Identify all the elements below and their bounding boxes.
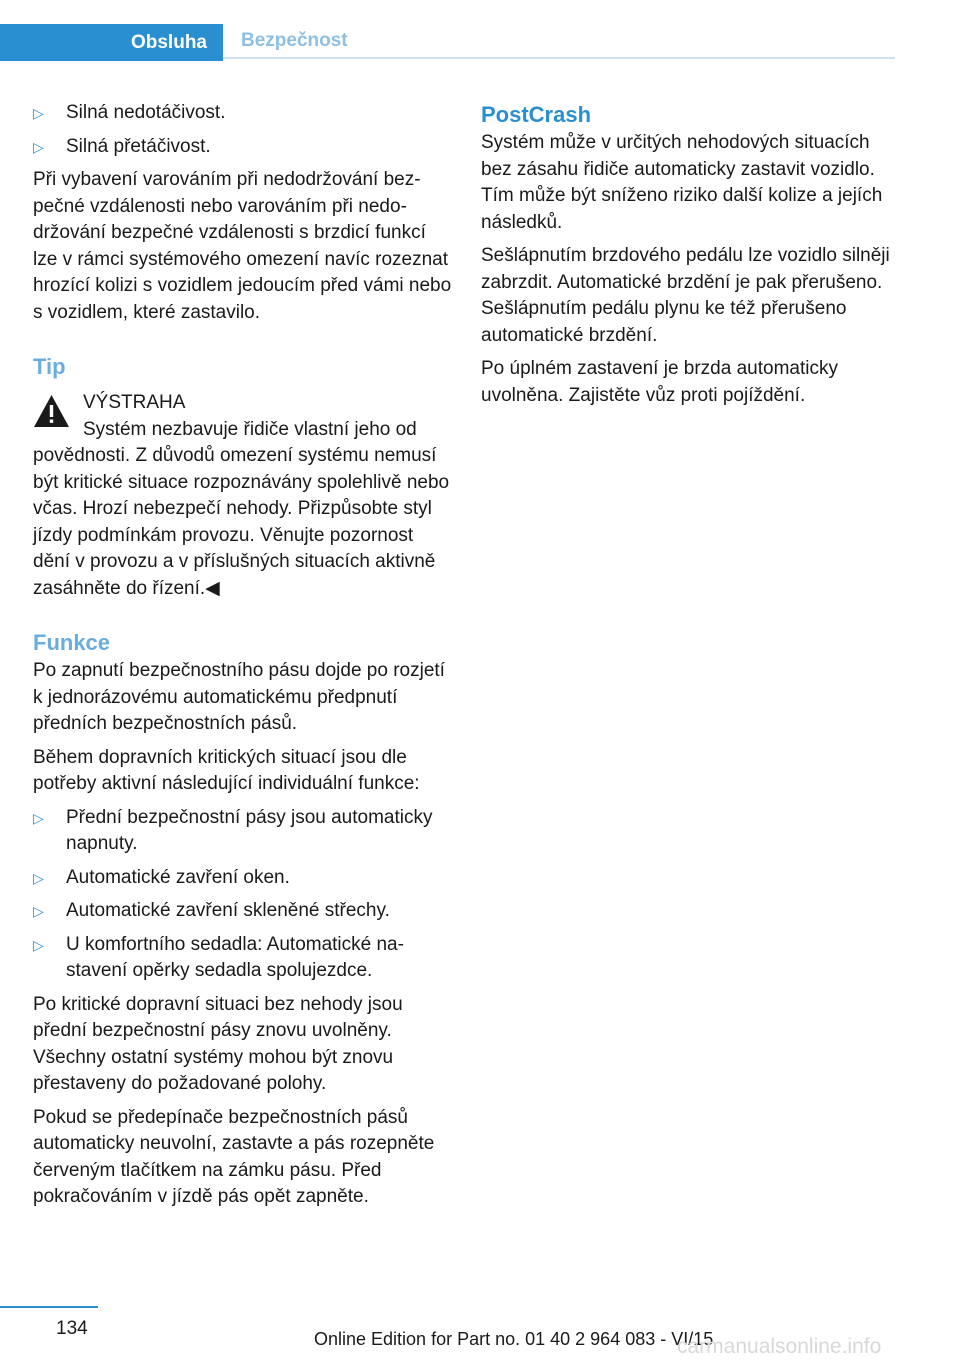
triangle-right-icon: ▷ xyxy=(33,869,44,886)
page-number: 134 xyxy=(56,1318,88,1339)
list-item-text: Automatické zavření skleněné střechy. xyxy=(66,900,390,921)
section-heading-postcrash: PostCrash xyxy=(481,102,592,127)
triangle-right-icon: ▷ xyxy=(33,105,44,121)
paragraph: Po zapnutí bezpečnostního pásu dojde po rozjetí k jednorázovému automatickému předpnutí předních bezpečnostních pásů. xyxy=(33,660,445,734)
list-item-text: Silná nedotáčivost. xyxy=(66,102,226,123)
list-item xyxy=(33,932,453,985)
paragraph: Během dopravních kritických situací jsou dle potřeby aktivní následující individuální funkce: xyxy=(33,746,420,794)
triangle-right-icon: ▷ xyxy=(33,809,44,826)
edition-note: Online Edition for Part no. 01 40 2 964 083 - VI/15 xyxy=(314,1329,714,1349)
list-item xyxy=(33,805,453,858)
warning-triangle-icon xyxy=(33,394,70,428)
paragraph: Sešlápnutím brzdového pedálu lze vozidlo silněji zabrzdit. Automatické brzdění je pak přerušeno. Sešlápnutím pedálu plynu ke též přerušeno automatické brzdění. xyxy=(481,245,890,346)
list-item-text: Silná přetáčivost. xyxy=(66,135,211,157)
list-item-text: U komfortního sedadla: Automatické nastavení opěrky sedadla spolujezdce. xyxy=(66,933,404,981)
triangle-right-icon: ▷ xyxy=(33,936,44,953)
list-item-text: Automatické zavření oken. xyxy=(66,866,290,888)
tab-obsluha[interactable]: Obsluha xyxy=(0,24,223,61)
footer-rule xyxy=(0,1306,98,1308)
warning-title: VÝSTRAHA xyxy=(83,392,186,413)
right-column xyxy=(481,100,901,416)
left-column xyxy=(33,100,453,1218)
list-item xyxy=(33,100,453,127)
warning-text: povědnosti. Z důvodů omezení systému nemusí být kritické situace rozpoznávány spolehlivě nebo včas. Hrozí nebezpečí nehody. Přizpůsobte styl jízdy podmínkám provozu. Věnujte pozornost dění v provozu a v příslušných situacích aktivně zasáhněte do řízení.◀ xyxy=(33,445,450,599)
warning-block xyxy=(33,390,453,602)
list-item xyxy=(33,134,453,161)
paragraph: Po kritické dopravní situaci bez nehody jsou přední bezpečnostní pásy znovu uvolněny. Všechny ostatní systémy mohou být znovu přestaveny do požadované polohy. xyxy=(33,993,403,1094)
paragraph: Po úplném zastavení je brzda automaticky uvolněna. Zajistěte vůz proti pojíždění. xyxy=(481,358,838,406)
section-heading-funkce: Funkce xyxy=(33,630,111,655)
paragraph: Při vybavení varováním při nedodržování bezpečné vzdálenosti nebo varováním při nedodržování bezpečné vzdálenosti s brzdicí funkcí lze v rámci systémového omezení navíc rozeznat hrozící kolizi s vozidlem jedoucím před vámi nebo s vozidlem, které zastavilo. xyxy=(33,169,452,323)
section-heading-tip: Tip xyxy=(33,354,66,379)
tab-bezpecnost[interactable]: Bezpečnost xyxy=(223,24,895,59)
header-tabs xyxy=(0,24,895,61)
watermark[interactable]: carmanualsonline.info xyxy=(677,1335,882,1358)
warning-text-first: Systém nezbavuje řidiče vlastní jeho od xyxy=(83,418,417,440)
list-item xyxy=(33,865,453,892)
triangle-right-icon: ▷ xyxy=(33,138,44,155)
paragraph: Systém může v určitých nehodových situacích bez zásahu řidiče automaticky zastavit vozidlo. Tím může být sníženo riziko další kolize a jejích následků. xyxy=(481,132,883,233)
list-item xyxy=(33,898,453,925)
list-item-text: Přední bezpečnostní pásy jsou automaticky napnuty. xyxy=(66,806,433,854)
paragraph: Pokud se předepínače bezpečnostních pásů automaticky neuvolní, zastavte a pás rozepněte červeným tlačítkem na zámku pásu. Před pokračováním v jízdě pás opět zapněte. xyxy=(33,1106,435,1207)
triangle-right-icon: ▷ xyxy=(33,903,44,919)
